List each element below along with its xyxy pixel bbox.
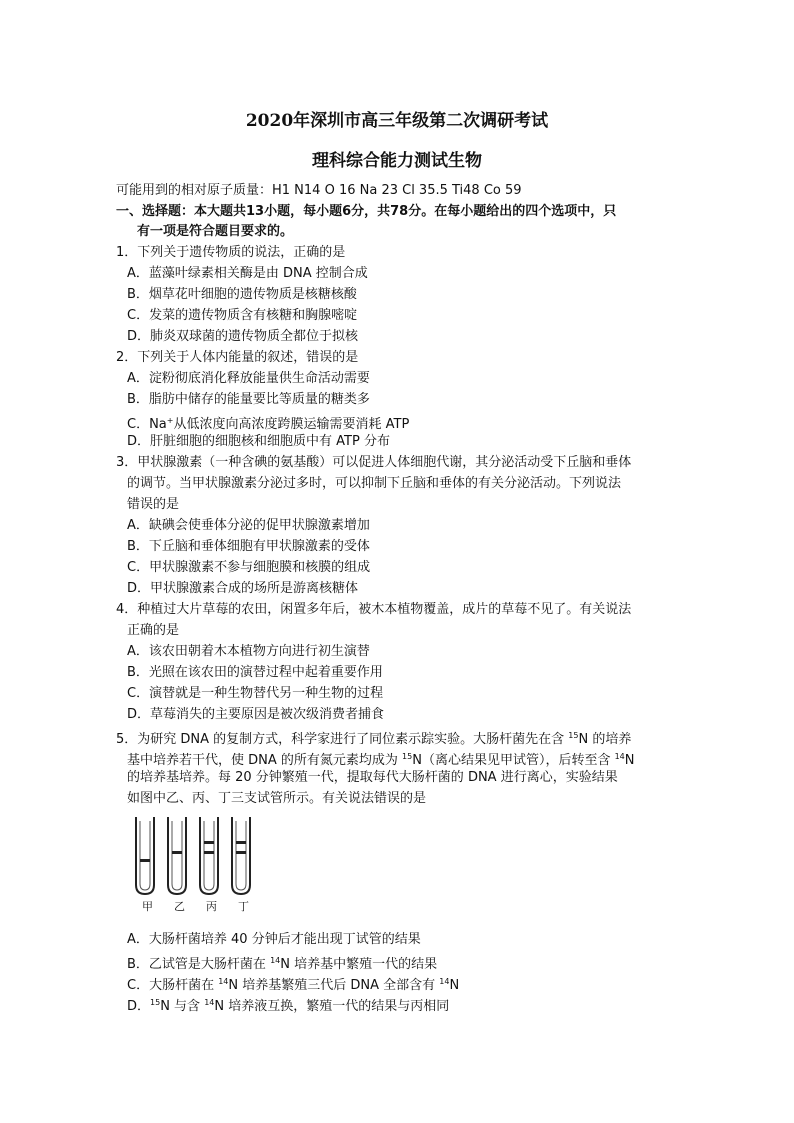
q1-option-b: B．烟草花叶细胞的遗传物质是核糖核酸 (127, 287, 357, 302)
tube-label-yi: 乙 (174, 900, 185, 913)
q4-option-b: B．光照在该农田的演替过程中起着重要作用 (127, 665, 383, 680)
q1-option-a: A．蓝藻叶绿素相关酶是由 DNA 控制合成 (127, 266, 368, 281)
page-title: 2020年深圳市高三年级第二次调研考试 (245, 111, 549, 131)
tube-label-bing: 丙 (206, 900, 217, 913)
test-tube-bing (200, 817, 218, 894)
q3-option-a: A．缺碘会使垂体分泌的促甲状腺激素增加 (127, 518, 370, 533)
q3-stem-line3: 错误的是 (127, 497, 180, 512)
section-heading-line2: 有一项是符合题目要求的。 (137, 224, 294, 239)
q1-option-c: C．发菜的遗传物质含有核糖和胸腺嘧啶 (127, 308, 358, 323)
q5-stem-line2: 基中培养若干代，使 DNA 的所有氮元素均成为 $^{15}$N（离心结果见甲试管），后转至含 $^{14}$N (127, 752, 635, 768)
q5-stem-line4: 如图中乙、丙、丁三支试管所示。有关说法错误的是 (127, 791, 427, 806)
q2-option-a: A．淀粉彻底消化释放能量供生命活动需要 (127, 371, 370, 386)
q5-option-a: A．大肠杆菌培养 40 分钟后才能出现丁试管的结果 (127, 932, 421, 947)
q2-stem: 2．下列关于人体内能量的叙述，错误的是 (116, 350, 359, 365)
q1-option-d: D．肺炎双球菌的遗传物质全都位于拟核 (127, 329, 359, 344)
q4-option-a: A．该农田朝着木本植物方向进行初生演替 (127, 644, 370, 659)
test-tube-jia (136, 817, 154, 894)
q4-option-c: C．演替就是一种生物替代另一种生物的过程 (127, 686, 384, 701)
test-tube-yi (168, 817, 186, 894)
q5-option-c: C．大肠杆菌在 $^{14}$N 培养基繁殖三代后 DNA 全部含有 $^{14}$N (127, 977, 460, 993)
q5-option-b: B．乙试管是大肠杆菌在 $^{14}$N 培养基中繁殖一代的结果 (127, 956, 438, 972)
q2-option-c: C．Na+从低浓度向高浓度跨膜运输需要消耗 ATP (127, 416, 410, 432)
atomic-masses-line: 可能用到的相对原子质量：H1 N14 O 16 Na 23 Cl 35.5 Ti48 Co 59 (116, 183, 522, 198)
q3-option-d: D．甲状腺激素合成的场所是游离核糖体 (127, 581, 359, 596)
q5-stem-line1: 5．为研究 DNA 的复制方式，科学家进行了同位素示踪实验。大肠杆菌先在含 $^{15}$N 的培养 (116, 731, 632, 747)
test-tubes-figure (130, 815, 260, 900)
q3-option-b: B．下丘脑和垂体细胞有甲状腺激素的受体 (127, 539, 370, 554)
q4-option-d: D．草莓消失的主要原因是被次级消费者捕食 (127, 707, 385, 722)
q1-stem: 1．下列关于遗传物质的说法，正确的是 (116, 245, 346, 260)
q3-option-c: C．甲状腺激素不参与细胞膜和核膜的组成 (127, 560, 371, 575)
q3-stem-line2: 的调节。当甲状腺激素分泌过多时，可以抑制下丘脑和垂体的有关分泌活动。下列说法 (127, 476, 622, 491)
q2-option-b: B．脂肪中储存的能量要比等质量的糖类多 (127, 392, 370, 407)
tube-label-jia: 甲 (142, 900, 153, 913)
section-heading-line1: 一、选择题：本大题共13小题，每小题6分，共78分。在每小题给出的四个选项中，只 (116, 204, 617, 219)
test-tube-ding (232, 817, 250, 894)
q2-option-d: D．肝脏细胞的细胞核和细胞质中有 ATP 分布 (127, 434, 390, 449)
q5-stem-line3: 的培养基培养。每 20 分钟繁殖一代，提取每代大肠杆菌的 DNA 进行离心，实验结果 (127, 770, 618, 785)
q3-stem-line1: 3．甲状腺激素（一种含碘的氨基酸）可以促进人体细胞代谢，其分泌活动受下丘脑和垂体 (116, 455, 632, 470)
page-subtitle: 理科综合能力测试生物 (312, 151, 482, 171)
q4-stem-line2: 正确的是 (127, 623, 180, 638)
q5-option-d: D．$^{15}$N 与含 $^{14}$N 培养液互换，繁殖一代的结果与丙相同 (127, 998, 450, 1014)
tube-label-ding: 丁 (238, 900, 249, 913)
q4-stem-line1: 4．种植过大片草莓的农田，闲置多年后，被木本植物覆盖，成片的草莓不见了。有关说法 (116, 602, 632, 617)
